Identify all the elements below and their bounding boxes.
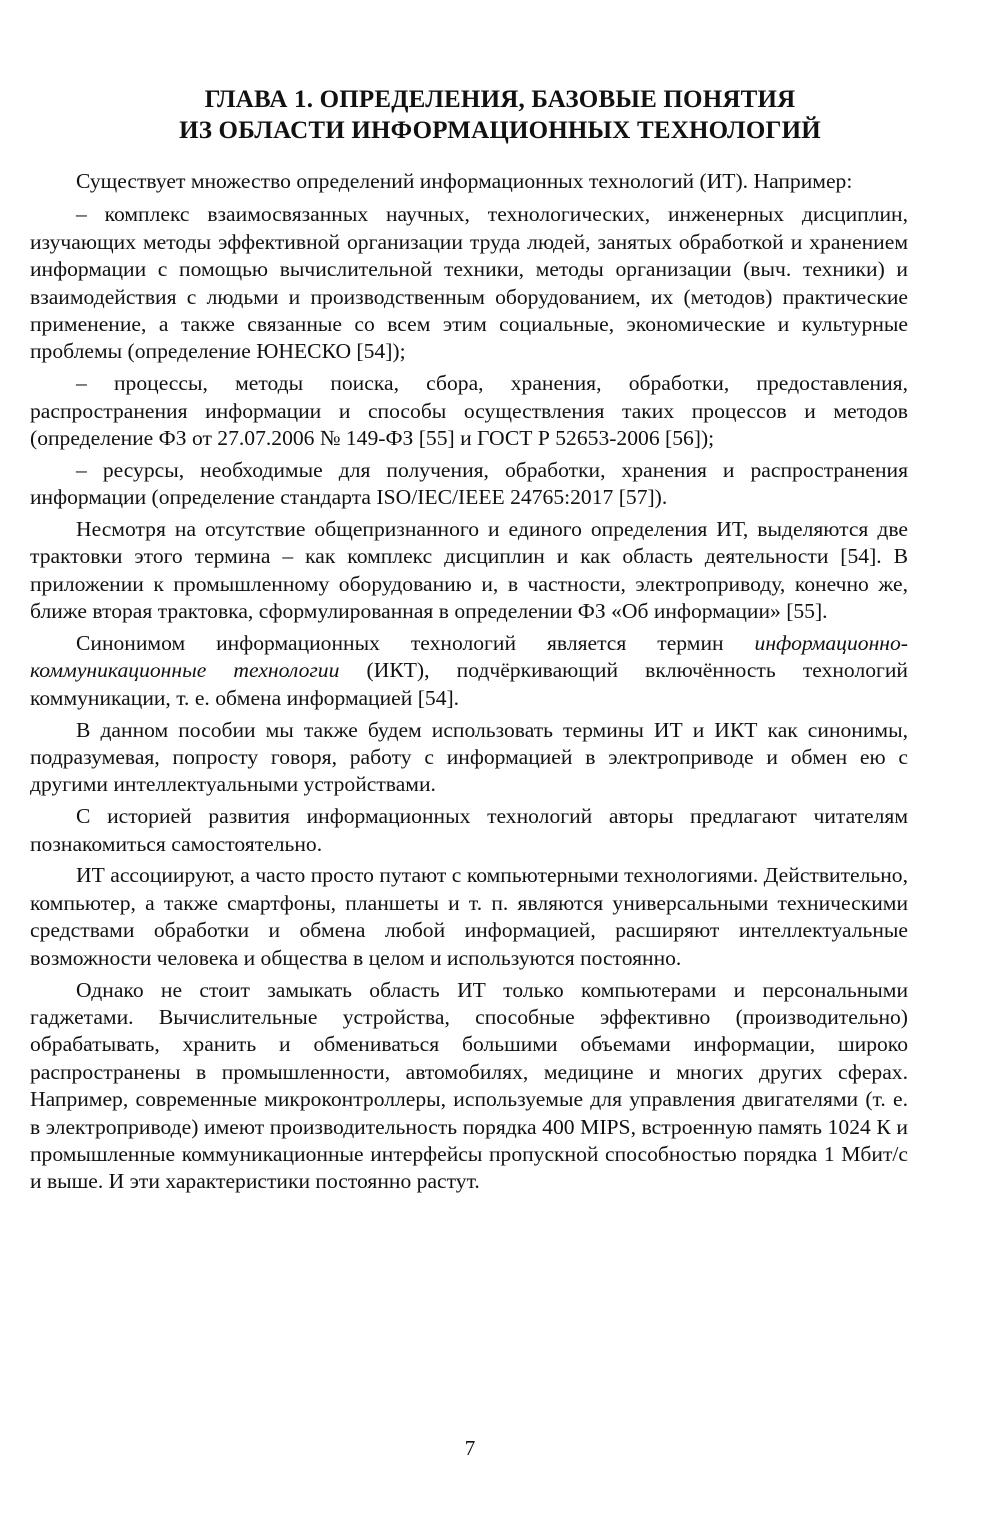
paragraph-interpretations: Несмотря на отсутствие общепризнанного и единого определения ИТ, выделяются две трактовки этого термина – как комплекс дисциплин и как область деятельности [54]. В приложении к промышленному оборудованию и, в частности, электроприводу, конечно же, ближе вторая трактовка, сформулированная в определении ФЗ «Об информации» [55]. (30, 517, 908, 624)
page-number: 7 (464, 1436, 476, 1460)
paragraph-definition-unesco: – комплекс взаимосвязанных научных, технологических, инженерных дисциплин, изучающих методы эффективной организации труда людей, занятых обработкой и хранением информации с помощью вычислительной техники, методы организации (выч. техники) и взаимодействия с людьми и производственным оборудованием, их (методов) практические применение, а также связанные со всем этим социальные, экономические и культурные проблемы (определение ЮНЕСКО [54]); (30, 202, 908, 364)
paragraph-ict-synonym (30, 630, 908, 712)
ict-term-italic: информационно-коммуникационные технологии (30, 631, 908, 683)
chapter-body (30, 168, 908, 1200)
ict-text-end: (ИКТ), подчёркивающий включённость технологий коммуникации, т. е. обмена информацией [54]. (30, 658, 908, 710)
paragraph-definition-fz: – процессы, методы поиска, сбора, хранения, обработки, предоставления, распространения информации и способы осуществления таких процессов и методов (определение ФЗ от 27.07.2006 № 149-ФЗ [55] и ГОСТ Р 52653-2006 [56]); (30, 371, 908, 451)
chapter-title-line-1: ГЛАВА 1. ОПРЕДЕЛЕНИЯ, БАЗОВЫЕ ПОНЯТИЯ (204, 86, 796, 113)
chapter-title-line-2: ИЗ ОБЛАСТИ ИНФОРМАЦИОННЫХ ТЕХНОЛОГИЙ (179, 117, 821, 144)
paragraph-definition-iso: – ресурсы, необходимые для получения, обработки, хранения и распространения информации (определение стандарта ISO/IEC/IEEE 24765:2017 [57]). (30, 457, 908, 510)
paragraph-terms-usage: В данном пособии мы также будем использовать термины ИТ и ИКТ как синонимы, подразумевая, попросту говоря, работу с информацией в электроприводе и обмен ею с другими интеллектуальными устройствами. (30, 717, 908, 797)
ict-text-start: Синонимом информационных технологий является термин (76, 631, 755, 656)
paragraph-history: С историей развития информационных технологий авторы предлагают читателям познакомиться самостоятельно. (30, 804, 908, 856)
chapter-heading (60, 84, 940, 146)
paragraph-intro: Существует множество определений информационных технологий (ИТ). Например: (76, 169, 853, 193)
paragraph-devices: Однако не стоит замыкать область ИТ только компьютерами и персональными гаджетами. Вычислительные устройства, способные эффективно (производительно) обрабатывать, хранить и обмениваться большими объемами информации, широко распространены в промышленности, автомобилях, медицине и многих других сферах. Например, современные микроконтроллеры, используемые для управления двигателями (т. е. в электроприводе) имеют производительность порядка 400 MIPS, встроенную память 1024 К и промышленные коммуникационные интерфейсы пропускной способностью порядка 1 Мбит/с и выше. И эти характеристики постоянно растут. (30, 977, 908, 1194)
paragraph-computers: ИТ ассоциируют, а часто просто путают с компьютерными технологиями. Действительно, компьютер, а также смартфоны, планшеты и т. п. являются универсальными техническими средствами обработки и обмена любой информацией, расширяют интеллектуальные возможности человека и общества в целом и используются постоянно. (30, 863, 908, 970)
